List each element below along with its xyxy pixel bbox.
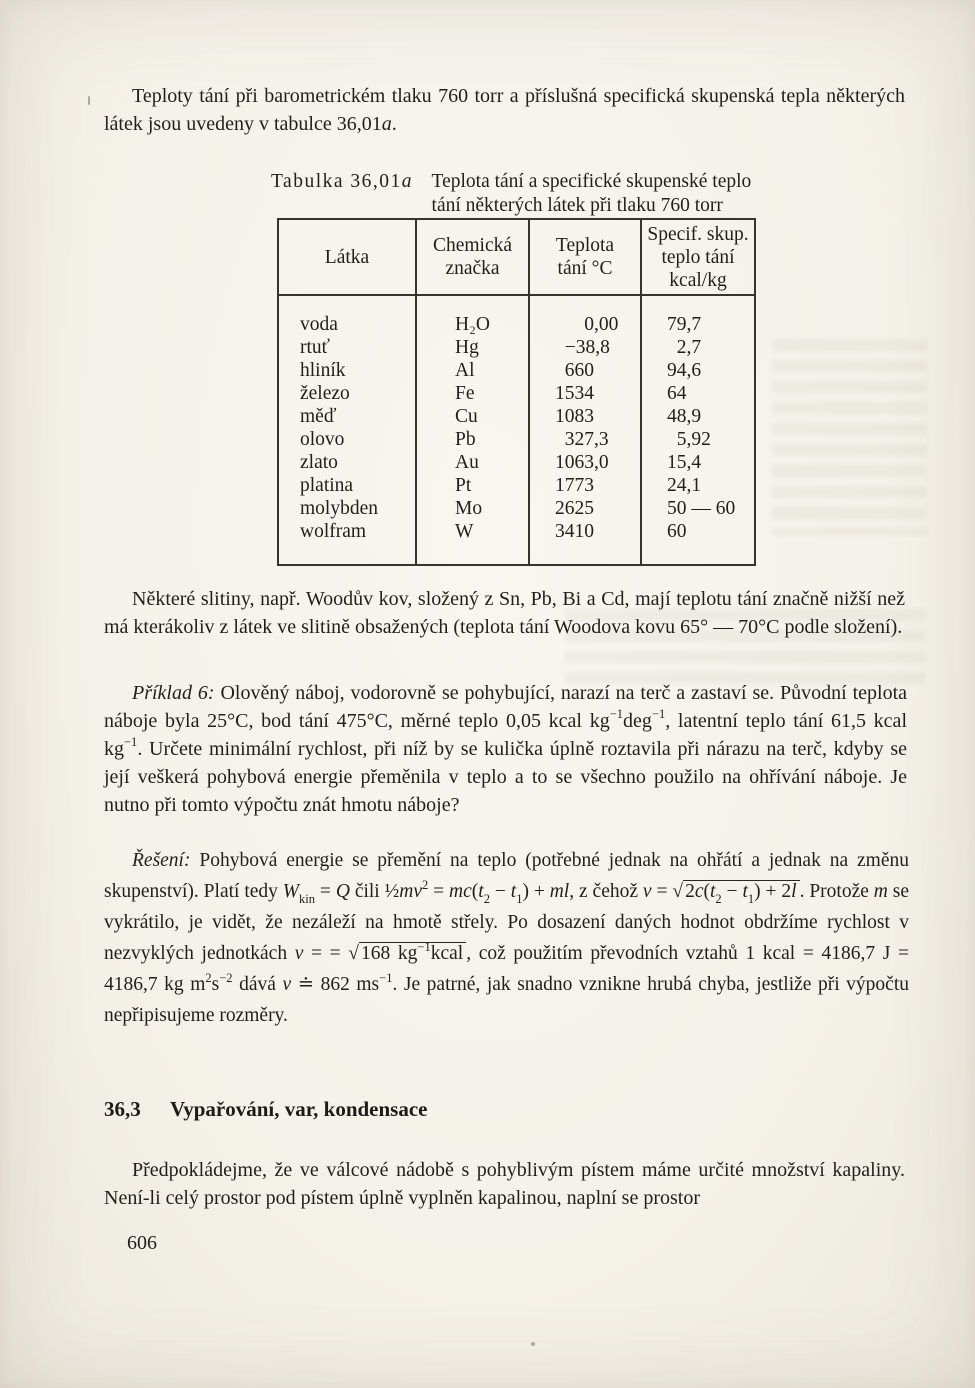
cell-chemical-symbol: Al bbox=[416, 359, 529, 382]
table-caption-text bbox=[432, 170, 752, 218]
cell-substance: molybden bbox=[300, 498, 378, 519]
cell-chemical-symbol: Pb bbox=[416, 428, 529, 451]
square-root-expression: √ $2c(t_2 - t_1) + 2l$ bbox=[672, 880, 799, 902]
closing-paragraph: Předpokládejme, že ve válcové nádobě s pohyblivým pístem máme určité množství kapaliny. Není-li celý prostor pod pístem úplně vyplněn kapalinou, naplní se prostor bbox=[104, 1159, 905, 1209]
cell-melting-temperature: 327,3 bbox=[529, 428, 641, 451]
cell-substance: olovo bbox=[300, 429, 345, 450]
table-row bbox=[278, 451, 755, 474]
table-row bbox=[278, 520, 755, 565]
header-line: Látka bbox=[324, 246, 370, 268]
header-line: značka bbox=[445, 258, 500, 279]
cell-chemical-symbol: Mo bbox=[416, 497, 529, 520]
cell-substance: platina bbox=[300, 475, 354, 496]
scan-speck bbox=[88, 96, 90, 105]
cell-substance: zlato bbox=[300, 452, 338, 473]
cell-chemical-symbol: Hg bbox=[416, 336, 529, 359]
square-root-expression: √ 168 $kg^{-1}kcal$ bbox=[348, 942, 466, 964]
header-line: teplo tání bbox=[661, 246, 735, 268]
alloys-paragraph: Některé slitiny, např. Woodův kov, složený z Sn, Pb, Bi a Cd, mají teplotu tání značně nižší než má kterákoliv z látek ve slitině obsažených (teplota tání Woodova kovu 65° — 70°C podle složení). bbox=[104, 588, 905, 638]
page-number: 606 bbox=[127, 1232, 157, 1254]
table-row bbox=[278, 428, 755, 451]
cell-specific-heat: 60 bbox=[641, 520, 755, 565]
cell-specific-heat: 5,92 bbox=[641, 428, 755, 451]
col-header-specific-heat bbox=[641, 219, 755, 295]
cell-melting-temperature: 0,00 bbox=[529, 295, 641, 336]
cell-specific-heat: 50 — 60 bbox=[641, 497, 755, 520]
table-row bbox=[278, 474, 755, 497]
cell-substance: rtuť bbox=[300, 337, 330, 358]
cell-chemical-symbol: Cu bbox=[416, 405, 529, 428]
cell-melting-temperature: 1773 bbox=[529, 474, 641, 497]
cell-melting-temperature: 2625 bbox=[529, 497, 641, 520]
header-line: Teplota bbox=[555, 235, 615, 256]
section-title: Vypařování, var, kondensace bbox=[170, 1097, 428, 1121]
table-row bbox=[278, 382, 755, 405]
table-row bbox=[278, 497, 755, 520]
cell-substance: voda bbox=[300, 314, 338, 335]
cell-melting-temperature: 1534 bbox=[529, 382, 641, 405]
cell-specific-heat: 94,6 bbox=[641, 359, 755, 382]
caption-line-1: Teplota tání a specifické skupenské teplo bbox=[431, 171, 752, 192]
cell-substance: wolfram bbox=[300, 521, 367, 542]
cell-chemical-symbol: W bbox=[416, 520, 529, 565]
header-line: tání °C bbox=[557, 258, 613, 279]
cell-substance: železo bbox=[300, 383, 350, 404]
table-row bbox=[278, 405, 755, 428]
table-row bbox=[278, 359, 755, 382]
cell-melting-temperature: 1063,0 bbox=[529, 451, 641, 474]
cell-specific-heat: 48,9 bbox=[641, 405, 755, 428]
cell-specific-heat: 2,7 bbox=[641, 336, 755, 359]
cell-chemical-symbol: Au bbox=[416, 451, 529, 474]
cell-specific-heat: 79,7 bbox=[641, 295, 755, 336]
solution-paragraph: Řešení: Pohybová energie se přemění na teplo (potřebné jednak na ohřátí a jednak na změnu skupenství). Platí tedy $W_{kin} = Q$ čili $\frac{1}{2}mv^2 = mc(t_2 - t_1)$ + ml, z čehož v = √ $2c(t_2 - t_1) + 2l$ . Protože m se vykrátilo, je vidět, že nezáleží na hmotě střely. Po dosazení daných hodnot obdržíme rychlost v nezvyklých jednotkách v = = √ 168 $kg^{-1}kcal$ , což použitím převodních vztahů 1 kcal = 4186,7 J = 4186,7 kg $m^2s^{-2}$ dává v ≐ 862 $ms^{-1}$. Je patrné, jak snadno vznikne hrubá chyba, jestliže při výpočtu nepřipisujeme rozměry. bbox=[104, 850, 910, 1026]
cell-melting-temperature: 3410 bbox=[529, 520, 641, 565]
cell-melting-temperature: −38,8 bbox=[529, 336, 641, 359]
table-body bbox=[278, 295, 755, 565]
cell-substance: hliník bbox=[300, 360, 346, 381]
cell-chemical-symbol: H₂O bbox=[416, 295, 529, 336]
scan-speck bbox=[531, 1342, 535, 1346]
cell-melting-temperature: 660 bbox=[529, 359, 641, 382]
cell-substance: měď bbox=[300, 406, 337, 427]
cell-specific-heat: 15,4 bbox=[641, 451, 755, 474]
cell-melting-temperature: 1083 bbox=[529, 405, 641, 428]
cell-chemical-symbol: Pt bbox=[416, 474, 529, 497]
table-header-row bbox=[278, 219, 755, 295]
cell-specific-heat: 64 bbox=[641, 382, 755, 405]
table-row bbox=[278, 295, 755, 336]
scan-bleed-artifact bbox=[772, 330, 927, 535]
header-line: kcal/kg bbox=[669, 269, 727, 291]
section-number: 36,3 bbox=[104, 1097, 141, 1121]
header-line: Specif. skup. bbox=[647, 223, 749, 245]
section-heading bbox=[104, 1097, 428, 1122]
table-caption bbox=[271, 170, 751, 218]
caption-line-2: tání některých látek při tlaku 760 torr bbox=[431, 195, 723, 216]
table-label: Tabulka 36,01a bbox=[271, 171, 412, 192]
col-header-substance bbox=[278, 219, 416, 295]
cell-specific-heat: 24,1 bbox=[641, 474, 755, 497]
table-row bbox=[278, 336, 755, 359]
melting-points-table bbox=[277, 218, 756, 566]
intro-paragraph: Teploty tání při barometrickém tlaku 760 torr a příslušná specifická skupenská tepla některých látek jsou uvedeny v tabulce 36,01a. bbox=[104, 85, 905, 135]
col-header-chemical-symbol bbox=[416, 219, 529, 295]
header-line: Chemická bbox=[432, 235, 513, 256]
cell-chemical-symbol: Fe bbox=[416, 382, 529, 405]
example-6-paragraph: Příklad 6: Olověný náboj, vodorovně se pohybující, narazí na terč a zastaví se. Původní teplota náboje byla 25°C, bod tání 475°C, měrné teplo 0,05 kcal $kg^{-1}deg^{-1}$, latentní teplo tání 61,5 kcal $kg^{-1}$. Určete minimální rychlost, při níž by se kulička úplně roztavila při nárazu na terč, kdyby se její veškerá pohybová energie přeměnila v teplo a to se všechno použilo na ohřívání náboje. Je nutno při tomto výpočtu znát hmotu náboje? bbox=[104, 682, 908, 816]
col-header-melting-temperature bbox=[529, 219, 641, 295]
